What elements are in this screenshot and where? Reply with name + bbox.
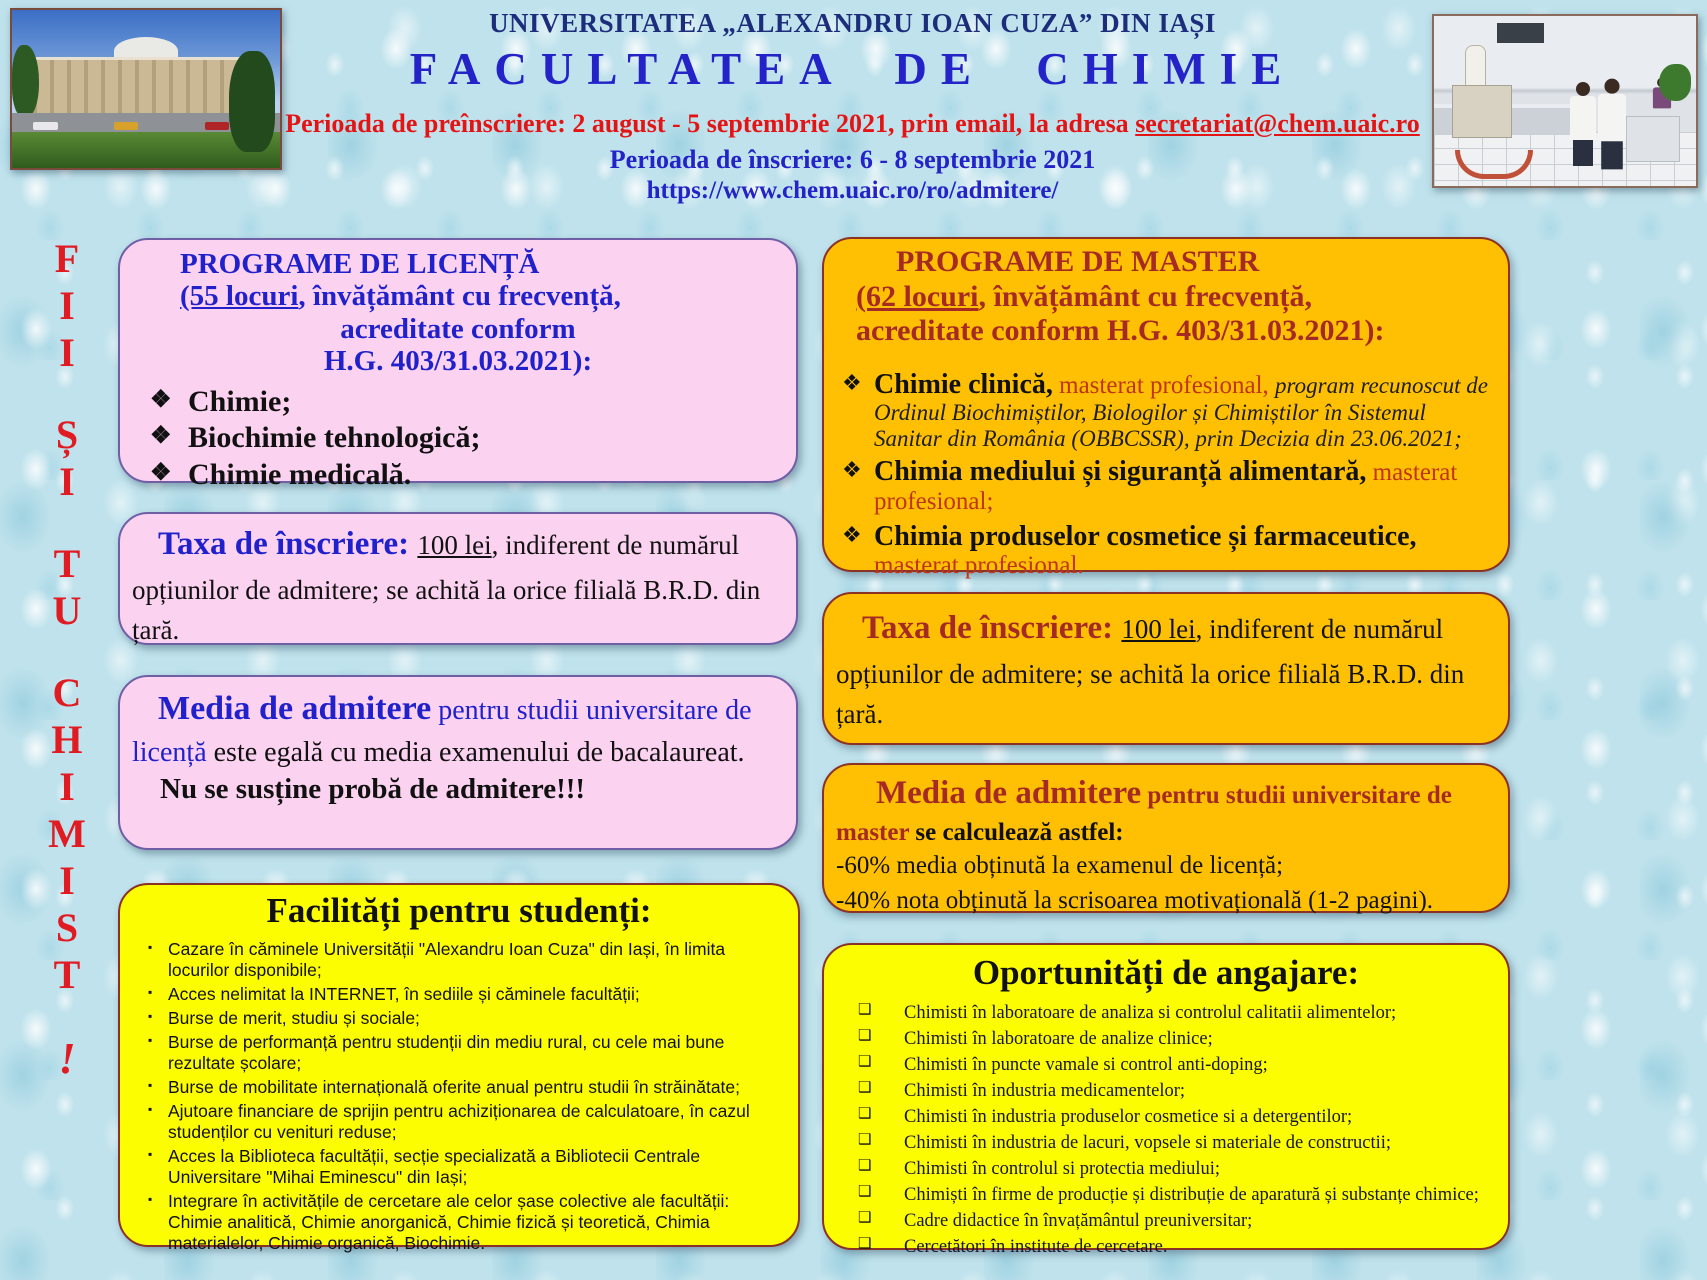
checkbox-bullet-icon: ❑ [858,1080,872,1097]
facility-label: Cazare în căminele Universității "Alexandru Ioan Cuza" din Iași, în limita locurilor disponibile; [168,939,726,980]
facility-item [146,984,772,1005]
opportunity-item [840,1027,1492,1051]
opportunity-label: Cadre didactice în învațământul preuniversitar; [904,1211,1253,1232]
faculty-title: FACULTATEA DE CHIMIE [409,44,1296,94]
slogan-letter: F [54,236,80,281]
facility-item [146,1008,772,1029]
student-facilities-box [118,883,800,1253]
licenta-title-line4: H.G. 403/31.03.2021): [323,345,593,378]
no-exam-note: Nu se susține probă de admitere!!! [160,773,586,806]
master-program-text: Chimia produselor cosmetice și farmaceutice, masterat profesional. [874,520,1417,580]
opportunity-item [840,1183,1492,1207]
licenta-program-item [132,384,784,421]
checkbox-bullet-icon: ❑ [858,1106,872,1123]
facility-label: Burse de performanță pentru studenții din mediu rural, cu cele mai bune rezultate școlare; [168,1032,725,1073]
slogan-letter: ! [58,1034,76,1083]
master-title-line3: acreditate conform H.G. 403/31.03.2021): [856,314,1385,347]
diamond-bullet-icon: ❖ [150,386,172,413]
opportunity-label: Chimisti în laboratoare de analiza si controlul calitatii alimentelor; [904,1003,1397,1023]
facility-label: Acces la Biblioteca facultății, secție specializată a Bibliotecii Centrale Universitare "Mihai Eminescu" din Iași; [168,1146,701,1187]
average-formula-line: -60% media obținută la examenul de licență; [836,852,1284,880]
car [205,122,229,130]
university-building-photo [10,8,282,170]
master-admission-average-box [822,763,1510,913]
opportunity-item [840,1157,1492,1181]
opportunity-label: Chimisti în industria de lacuri, vopsele si materiale de constructii; [904,1133,1392,1154]
checkbox-bullet-icon: ❑ [858,1054,872,1071]
slogan-word [55,238,79,374]
email-link[interactable]: secretariat@chem.uaic.ro [1135,109,1420,138]
licenta-program-item [132,457,784,494]
opportunity-label: Cercetători în institute de cercetare. [904,1237,1168,1258]
opportunities-list [840,1001,1492,1259]
slogan-word [53,543,82,632]
facility-item [146,1101,772,1143]
facility-label: Burse de mobilitate internațională oferite anual pentru studii în străinătate; [168,1077,741,1097]
slogan-letter: T [53,541,81,586]
licenta-title-line3: acreditate conform [340,312,576,345]
lab-person [1570,82,1596,166]
licenta-programs-box [118,238,798,492]
licenta-fee-text: Taxa de înscriere: 100 lei, indiferent de numărul opțiunilor de admitere; se achită la orice filială B.R.D. din țară. [132,526,761,645]
diamond-bullet-icon: ❖ [842,369,862,395]
master-program-text: Chimia mediului și siguranță alimentară, masterat profesional; [874,456,1458,515]
slogan-letter: I [59,858,75,903]
master-program-text: Chimie clinică, masterat profesional, program recunoscut de Ordinul Biochimiștilor, Biologilor și Chimiștilor în Sistemul Sanitar din România (OBBCSSR), prin Decizia din 23.06.2021; [874,368,1488,451]
slogan-letter: Ș [55,412,79,457]
facility-label: Acces nelimitat la INTERNET, în sediile și căminele facultății; [168,984,640,1004]
opportunity-item [840,1209,1492,1233]
facility-item [146,939,772,981]
car [114,122,138,130]
master-fee-box [822,592,1510,745]
checkbox-bullet-icon: ❑ [858,1184,872,1201]
registration-period: Perioada de înscriere: 6 - 8 septembrie 2021 [609,145,1096,174]
master-program-list [838,369,1494,581]
conifer-tree [229,51,275,152]
facility-label: Ajutoare financiare de sprijin pentru achiziționarea de calculatoare, în cazul studenților cu venituri reduse; [168,1101,750,1142]
plant [1659,64,1690,101]
checkbox-bullet-icon: ❑ [858,1158,872,1175]
slogan-letter: I [59,764,75,809]
square-bullet-icon: ▪ [148,1192,153,1206]
licenta-program-label: Biochimie tehnologică; [188,421,481,455]
wall-frame [1497,23,1544,43]
preregistration-period [280,109,1425,139]
licenta-admission-average-text: Media de admitere pentru studii universitare de licență este egală cu media examenului de bacalaureat. [132,690,752,769]
square-bullet-icon: ▪ [148,1102,153,1116]
square-bullet-icon: ▪ [148,1147,153,1161]
opportunity-label: Chimisti în industria medicamentelor; [904,1081,1186,1102]
master-program-item [838,456,1494,515]
vertical-slogan [30,238,104,1082]
slogan-word [56,414,78,503]
slogan-letter: U [52,588,82,633]
diamond-bullet-icon: ❖ [150,460,172,487]
facility-item [146,1032,772,1074]
chemistry-lab-photo [1432,14,1698,188]
opportunity-item [840,1105,1492,1129]
licenta-fee-box [118,512,798,645]
facility-item [146,1077,772,1098]
licenta-program-label: Chimie medicală. [188,458,412,492]
facilities-list [146,939,772,1254]
average-formula-list [836,849,1496,918]
checkbox-bullet-icon: ❑ [858,1132,872,1149]
diamond-bullet-icon: ❖ [842,521,862,547]
master-fee-text: Taxa de înscriere: 100 lei, indiferent de numărul opțiunilor de admitere; se achită la orice filială B.R.D. din țară. [836,610,1465,729]
slogan-letter: S [55,905,79,950]
opportunity-item [840,1053,1492,1077]
admission-url[interactable]: https://www.chem.uaic.ro/ro/admitere/ [646,177,1059,204]
square-bullet-icon: ▪ [148,1009,153,1023]
university-name: UNIVERSITATEA „ALEXANDRU IOAN CUZA” DIN IAȘI [489,8,1216,38]
diamond-bullet-icon: ❖ [842,457,862,483]
opportunity-label: Chimisti în puncte vamale si control anti-doping; [904,1055,1268,1076]
lab-cabinet [1626,116,1680,162]
opportunities-title: Oportunități de angajare: [972,953,1360,992]
facility-label: Integrare în activitățile de cercetare ale celor șase colective ale facultății: Chimie analitică, Chimie anorganică, Chimie fizică și teoretică, Chimia materialelor, Chimie organică, Biochimie. [168,1191,730,1253]
licenta-program-list [132,384,784,494]
facility-item [146,1191,772,1254]
checkbox-bullet-icon: ❑ [858,1002,872,1018]
slogan-letter: I [59,459,75,504]
square-bullet-icon: ▪ [148,985,153,999]
slogan-letter: M [48,811,86,856]
slogan-word [48,672,86,996]
slogan-letter: H [51,717,83,762]
car [33,122,57,130]
opportunity-item [840,1079,1492,1103]
facility-item [146,1146,772,1188]
slogan-word [58,1036,75,1082]
licenta-program-item [132,420,784,457]
master-program-item [838,369,1494,452]
slogan-letter: C [52,670,82,715]
checkbox-bullet-icon: ❑ [858,1028,872,1045]
slogan-letter: T [53,952,81,997]
square-bullet-icon: ▪ [148,940,153,954]
opportunity-label: Chimisti în industria produselor cosmetice si a detergentilor; [904,1107,1353,1128]
tree [12,45,39,118]
master-admission-average-text: Media de admitere pentru studii universitare de master se calculează astfel: [836,775,1452,846]
average-formula-line: -40% nota obținută la scrisoarea motivațională (1-2 pagini). [836,886,1434,914]
slogan-letter: I [59,330,75,375]
opportunity-item [840,1131,1492,1155]
licenta-title-line2: (55 locuri, învățământ cu frecvență, [180,280,621,313]
header [280,8,1425,205]
opportunity-label: Chimiști în firme de producție și distribuție de aparatură și substanțe chimice; [904,1185,1479,1206]
opportunity-item [840,1235,1492,1259]
facility-label: Burse de merit, studiu și sociale; [168,1008,420,1028]
checkbox-bullet-icon: ❑ [858,1210,872,1227]
preregistration-text: Perioada de preînscriere: 2 august - 5 septembrie 2021, prin email, la adresa [285,109,1136,138]
slogan-letter: I [59,283,75,328]
opportunity-item [840,1001,1492,1025]
lab-person [1598,78,1626,169]
square-bullet-icon: ▪ [148,1033,153,1047]
square-bullet-icon: ▪ [148,1078,153,1092]
lab-instrument [1452,85,1512,138]
employment-opportunities-box [822,943,1510,1258]
master-programs-box [822,237,1510,580]
licenta-program-label: Chimie; [188,384,292,418]
opportunity-label: Chimisti în laboratoare de analize clinice; [904,1029,1213,1050]
opportunity-label: Chimisti în controlul si protectia mediului; [904,1159,1221,1180]
licenta-title-line1: PROGRAME DE LICENȚĂ [180,248,540,280]
licenta-admission-average-box [118,675,798,850]
master-title-line2: (62 locuri, învățământ cu frecvență, [856,279,1313,313]
master-title-line1: PROGRAME DE MASTER [896,245,1260,278]
master-program-item [838,521,1494,580]
checkbox-bullet-icon: ❑ [858,1236,872,1253]
diamond-bullet-icon: ❖ [150,423,172,450]
facilities-title: Facilități pentru studenți: [266,891,652,930]
